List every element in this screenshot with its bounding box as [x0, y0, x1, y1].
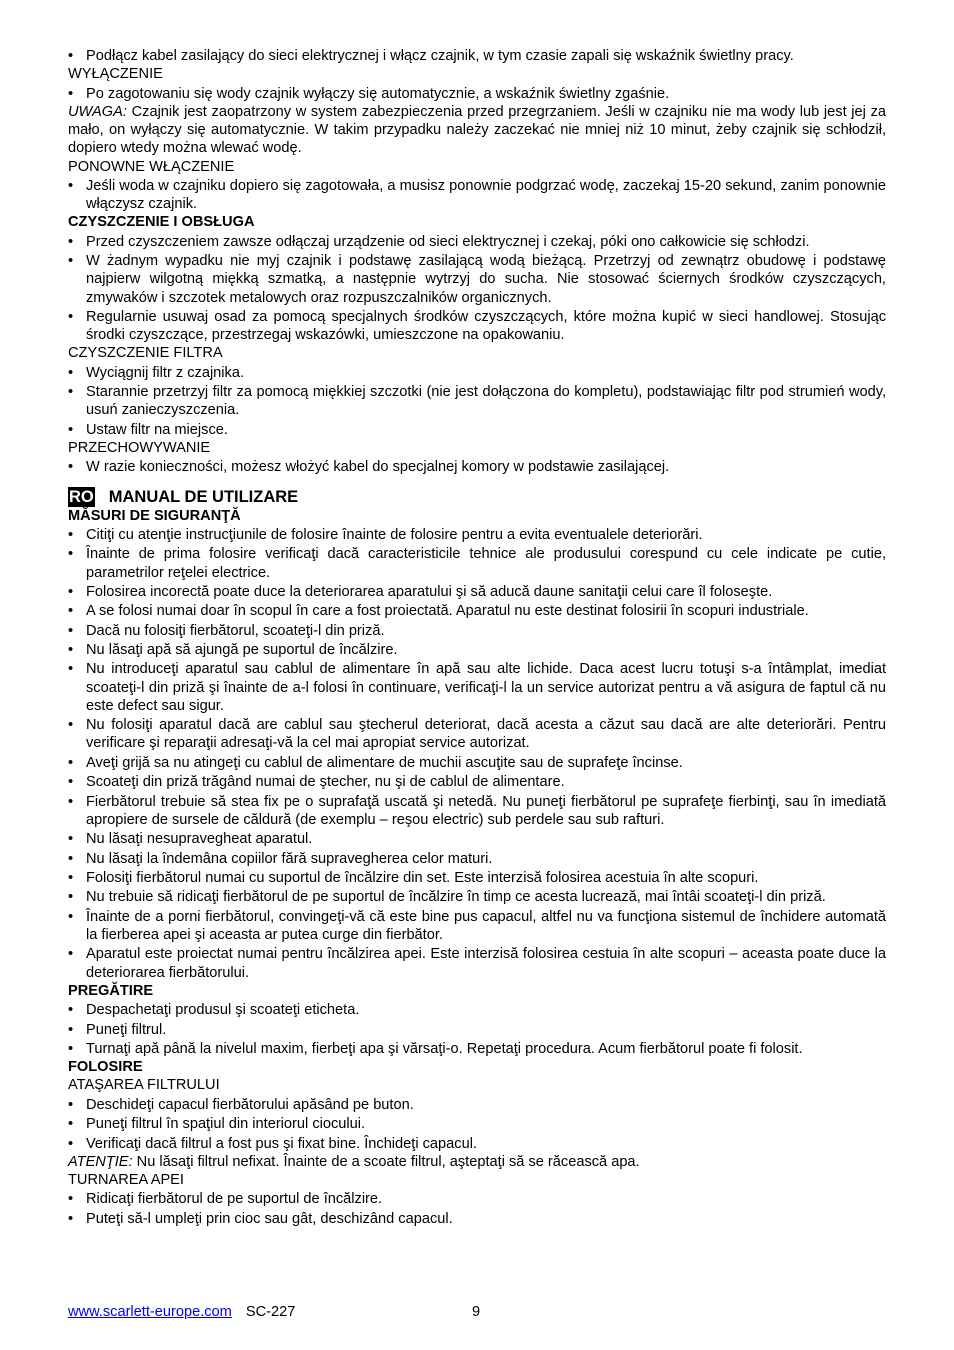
list-item: • Aveţi grijă sa nu atingeţi cu cablul de alimentare de muchii ascuţite sau de suprafeţe încinse. — [68, 754, 886, 772]
list-item: • Nu lăsaţi la îndemâna copiilor fără supravegherea celor maturi. — [68, 850, 886, 868]
attention-label: ATENŢIE: — [68, 1153, 133, 1170]
manual-page-body — [68, 46, 886, 1228]
list-item: • Citiţi cu atenţie instrucţiunile de folosire înainte de folosire pentru a evita eventualele deteriorări. — [68, 526, 886, 544]
list-item: • Ustaw filtr na miejsce. — [68, 421, 886, 439]
section-heading-clean: CZYSZCZENIE I OBSŁUGA — [68, 214, 255, 231]
section-heading-off: WYŁĄCZENIE — [68, 66, 163, 83]
list-item: • Po zagotowaniu się wody czajnik wyłączy się automatycznie, a wskaźnik świetlny zgaśnie. — [68, 85, 886, 103]
section-heading-safety: MĂSURI DE SIGURANŢĂ — [68, 507, 241, 524]
bullet-icon — [68, 526, 78, 544]
warning-note — [68, 103, 886, 158]
section-heading-use: FOLOSIRE — [68, 1059, 143, 1076]
list-item: • Wyciągnij filtr z czajnika. — [68, 364, 886, 382]
list-item: • Folosiţi fierbătorul numai cu suportul de încălzire din set. Este interzisă folosirea acestuia în alte scopuri. — [68, 869, 886, 887]
list-item: • Nu lăsaţi nesupravegheat aparatul. — [68, 830, 886, 848]
bullet-icon — [68, 308, 78, 326]
list-item: • Puneţi filtrul. — [68, 1021, 886, 1039]
list-item: • Nu introduceţi aparatul sau cablul de alimentare în apă sau alte lichide. Daca acest lucru totuşi s-a întâmplat, imediat scoateţi-l din priză şi înainte de a-l folosi în continuare, verificaţi-l la un service autorizat pentru a vă asigura de faptul că nu este defect sau sigur. — [68, 660, 886, 715]
bullet-icon — [68, 793, 78, 811]
list-item: • Nu lăsaţi apă să ajungă pe suportul de încălzire. — [68, 641, 886, 659]
bullet-icon — [68, 545, 78, 563]
bullet-icon — [68, 945, 78, 963]
bullet-icon — [68, 1001, 78, 1019]
bullet-icon — [68, 888, 78, 906]
section-heading-attach: ATAŞAREA FILTRULUI — [68, 1077, 220, 1094]
bullet-icon — [68, 177, 78, 195]
list-item: • Scoateţi din priză trăgând numai de ştecher, nu şi de cablul de alimentare. — [68, 773, 886, 791]
section-heading-reon: PONOWNE WŁĄCZENIE — [68, 158, 235, 175]
bullet-icon — [68, 1210, 78, 1228]
section-heading-pour: TURNAREA APEI — [68, 1171, 184, 1188]
list-item: • Podłącz kabel zasilający do sieci elektrycznej i włącz czajnik, w tym czasie zapali się wskaźnik świetlny pracy. — [68, 47, 886, 65]
page-number: 9 — [472, 1304, 481, 1320]
bullet-icon — [68, 908, 78, 926]
section-heading-filter: CZYSZCZENIE FILTRA — [68, 345, 223, 362]
bullet-icon — [68, 830, 78, 848]
list-item: • A se folosi numai doar în scopul în care a fost proiectată. Aparatul nu este destinat folosirii în scopuri industriale. — [68, 602, 886, 620]
language-badge-ro: RO — [69, 487, 94, 506]
bullet-icon — [68, 1021, 78, 1039]
list-item: • Înainte de a porni fierbătorul, convingeţi-vă că este bine pus capacul, altfel nu va funcţiona sistemul de închidere automată la fierberea apei şi aceasta ar putea curge din fierbător. — [68, 908, 886, 944]
list-item: • Folosirea incorectă poate duce la deteriorarea aparatului şi să aducă daune sanitaţii celui care îl foloseşte. — [68, 583, 886, 601]
attention-note — [68, 1153, 886, 1171]
bullet-icon — [68, 583, 78, 601]
list-item: • Puteţi să-l umpleţi prin cioc sau gât, deschizând capacul. — [68, 1210, 886, 1228]
section-heading-prep: PREGĂTIRE — [68, 982, 154, 999]
list-item: • W żadnym wypadku nie myj czajnik i podstawę zasilającą wodą bieżącą. Przetrzyj od zewnątrz obudowę i podstawę najpierw wilgotną miękką szmatką, a następnie wytrzyj do sucha. Nie stosować ściernych środków czyszczących, zmywaków i szczotek metalowych oraz rozpuszczalników organicznych. — [68, 252, 886, 307]
list-item: • Aparatul este proiectat numai pentru încălzirea apei. Este interzisă folosirea cestuia în alte scopuri – aceasta poate duce la deteriorarea fierbătorului. — [68, 945, 886, 981]
list-item: • Nu trebuie să ridicaţi fierbătorul de pe suportul de încălzire în timp ce acesta lucrează, mai întâi scoateţi-l din priză. — [68, 888, 886, 906]
manual-title: MANUAL DE UTILIZARE — [108, 487, 299, 506]
bullet-icon — [68, 1096, 78, 1114]
bullet-icon — [68, 1040, 78, 1058]
list-item: • Regularnie usuwaj osad za pomocą specjalnych środków czyszczących, które można kupić w sieci handlowej. Stosując środki czyszczące, przestrzegaj wskazówki, umieszczone na opakowaniu. — [68, 308, 886, 344]
list-item: • Înainte de prima folosire verificaţi dacă caracteristicile tehnice ale produsului corespund cu cele indicate pe cutie, parametrilor reţelei electrice. — [68, 545, 886, 581]
list-item: • W razie konieczności, możesz włożyć kabel do specjalnej komory w podstawie zasilającej. — [68, 458, 886, 476]
list-item: • Dacă nu folosiţi fierbătorul, scoateţi-l din priză. — [68, 622, 886, 640]
bullet-icon — [68, 641, 78, 659]
bullet-icon — [68, 364, 78, 382]
bullet-icon — [68, 660, 78, 678]
bullet-icon — [68, 233, 78, 251]
bullet-icon — [68, 602, 78, 620]
list-item: • Jeśli woda w czajniku dopiero się zagotowała, a musisz ponownie podgrzać wodę, zaczekaj 15-20 sekund, zanim ponownie włączysz czajnik. — [68, 177, 886, 213]
list-item: • Fierbătorul trebuie să stea fix pe o suprafaţă uscată şi netedă. Nu puneţi fierbătorul pe suprafeţe fierbinţi, sau în imediată apropiere de sursele de căldură (de exemplu – reşou electric) sub perdele sau sub rafturi. — [68, 793, 886, 829]
list-item: • Przed czyszczeniem zawsze odłączaj urządzenie od sieci elektrycznej i czekaj, póki ono całkowicie się schłodzi. — [68, 233, 886, 251]
bullet-icon — [68, 773, 78, 791]
bullet-icon — [68, 252, 78, 270]
bullet-icon — [68, 716, 78, 734]
model-number: SC-227 — [245, 1304, 296, 1320]
section-heading-store: PRZECHOWYWANIE — [68, 439, 211, 456]
list-item: • Ridicaţi fierbătorul de pe suportul de încălzire. — [68, 1190, 886, 1208]
warning-text: Czajnik jest zaopatrzony w system zabezpieczenia przed przegrzaniem. Jeśli w czajniku nie ma wody lub jest jej za mało, on wyłączy się automatycznie. W takim przypadku należy zaczekać nie mniej niż 10 minut, żeby czajnik się schłodził, dopiero wtedy można wlewać wodę. — [68, 103, 886, 157]
bullet-icon — [68, 1190, 78, 1208]
attention-text: Nu lăsaţi filtrul nefixat. Înainte de a scoate filtrul, aşteptaţi să se răcească apa. — [132, 1153, 640, 1170]
list-item: • Verificaţi dacă filtrul a fost pus şi fixat bine. Închideţi capacul. — [68, 1135, 886, 1153]
bullet-icon — [68, 47, 78, 65]
bullet-icon — [68, 869, 78, 887]
bullet-icon — [68, 85, 78, 103]
bullet-icon — [68, 850, 78, 868]
page-footer — [68, 1303, 886, 1321]
list-item: • Despachetaţi produsul şi scoateţi eticheta. — [68, 1001, 886, 1019]
bullet-icon — [68, 622, 78, 640]
bullet-icon — [68, 1135, 78, 1153]
bullet-icon — [68, 1115, 78, 1133]
bullet-icon — [68, 754, 78, 772]
website-link[interactable]: www.scarlett-europe.com — [68, 1304, 232, 1320]
list-item: • Nu folosiţi aparatul dacă are cablul sau ştecherul deteriorat, dacă acesta a căzut sau dacă are alte deteriorări. Pentru verificare şi reparaţii adresaţi-vă la cel mai apropiat service autorizat. — [68, 716, 886, 752]
bullet-icon — [68, 383, 78, 401]
list-item: • Starannie przetrzyj filtr za pomocą miękkiej szczotki (nie jest dołączona do kompletu), podstawiając filtr pod strumień wody, usuń zanieczyszczenia. — [68, 383, 886, 419]
bullet-icon — [68, 421, 78, 439]
warning-label: UWAGA: — [68, 103, 127, 120]
ro-manual-title — [68, 487, 886, 507]
list-item: • Puneţi filtrul în spaţiul din interiorul ciocului. — [68, 1115, 886, 1133]
list-item: • Turnaţi apă până la nivelul maxim, fierbeţi apa şi vărsaţi-o. Repetaţi procedura. Acum fierbătorul poate fi folosit. — [68, 1040, 886, 1058]
list-item: • Deschideţi capacul fierbătorului apăsând pe buton. — [68, 1096, 886, 1114]
bullet-icon — [68, 458, 78, 476]
